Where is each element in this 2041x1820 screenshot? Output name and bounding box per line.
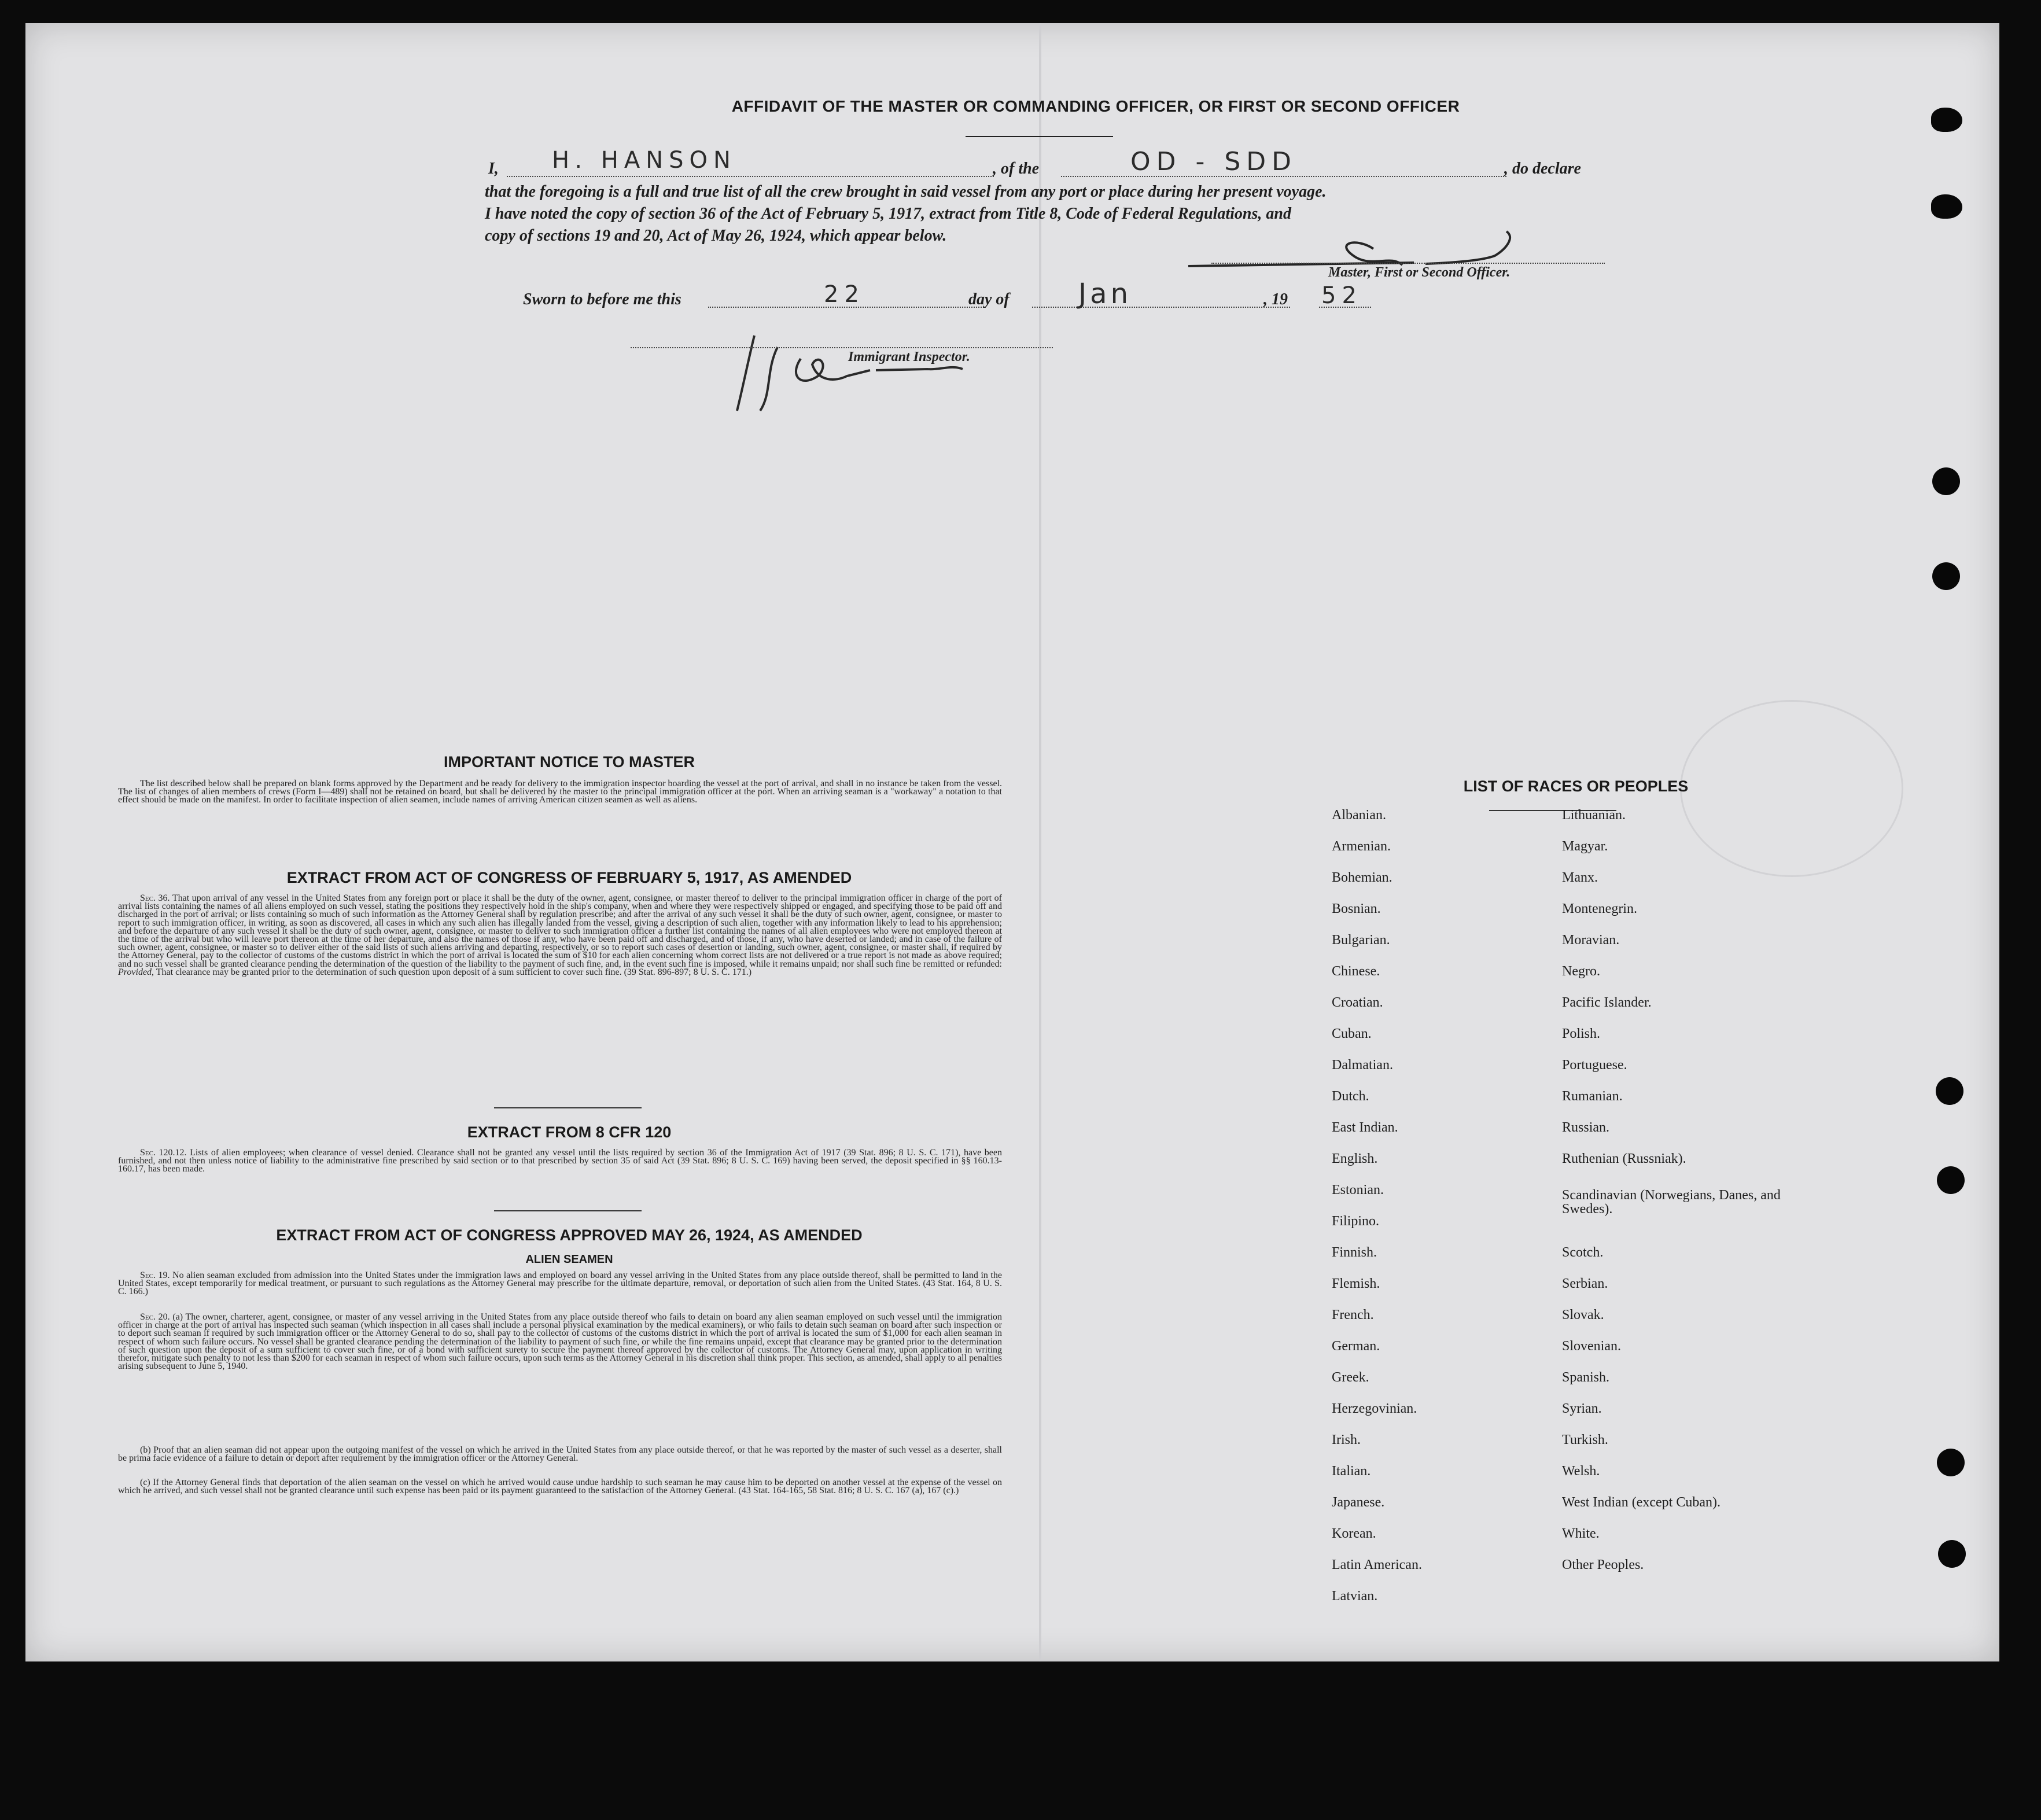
race-item: Irish. [1332, 1432, 1361, 1447]
extract-1917-title: EXTRACT FROM ACT OF CONGRESS OF FEBRUARY 5, 1917, AS AMENDED [286, 869, 852, 886]
sworn-prefix: Sworn to before me this [523, 290, 681, 308]
race-item: Scotch. [1562, 1245, 1604, 1260]
title-rule [966, 136, 1113, 137]
races-column-2 [1562, 808, 1793, 1589]
race-item: Cuban. [1332, 1026, 1372, 1041]
affidavit-title: AFFIDAVIT OF THE MASTER OR COMMANDING OFFICER, OR FIRST OR SECOND OFFICER [731, 97, 1460, 115]
race-item: Albanian. [1332, 808, 1386, 823]
race-item: French. [1332, 1307, 1374, 1322]
race-item: Ruthenian (Russniak). [1562, 1151, 1686, 1166]
sec-20c-text: (c) If the Attorney General finds that deportation of the alien seaman on the vessel on which he arrived would cause undue hardship to such seaman he may cause him to be deported on another vessel at the expense of the vessel on which he arrived, and such vessel shall not be granted clearance until such expense has been paid or its payment guaranteed to the satisfaction of the Attorney General. (43 Stat. 164-165, 58 Stat. 816; 8 U. S. C. 167 (a), 167 (c).) [118, 1478, 1002, 1496]
races-title: LIST OF RACES OR PEOPLES [1463, 778, 1689, 795]
name-dotted-line [507, 176, 994, 177]
section-rule-2 [494, 1210, 642, 1211]
races-column-1 [1332, 808, 1422, 1620]
race-item: Rumanian. [1562, 1089, 1623, 1104]
race-item: Croatian. [1332, 995, 1383, 1010]
sec-20b-text: (b) Proof that an alien seaman did not appear upon the outgoing manifest of the vessel on which he arrived in the United States from any place outside thereof, or that he was reported by the master of such vessel as a deserter, shall be prima facie evidence of a failure to detain or deport after requirement by the immigration officer or the Attorney General. [118, 1445, 1002, 1464]
binder-hole [1937, 1166, 1965, 1194]
declare-suffix: , do declare [1504, 160, 1581, 178]
race-item: Spanish. [1562, 1370, 1610, 1385]
race-item: Herzegovinian. [1332, 1401, 1417, 1416]
sec-36-body: That upon arrival of any vessel in the United States from any foreign port or place it shall be the duty of the owner, agent, consignee, or master thereof to deliver to the principal immigration officer in charge of the port of arrival lists containing the names of all aliens employed on such vessel, stating the positions they respectively hold in the ship's company, when and where they were respectively shipped or engaged, and specifying those to be paid off and discharged in the port of arrival; or lists containing so much of such information as the Attorney General shall by regulation prescribe; and after the arrival of any such vessel it shall be the duty of such owner, agent, consignee, or master to report to such immigration officer, in writing, as soon as discovered, all cases in which any such alien has illegally landed from the vessel, giving a description of such alien, together with any information likely to lead to his apprehension; and before the departure of any such vessel it shall be the duty of such owner, agent, consignee, or master to deliver to such immigration officer a further list containing the names of all alien employees who were not employed thereon at the time of the arrival but who will leave port thereon at the time of her departure, and also the names of those if any, who have been paid off and discharged, and of those, if any, who have deserted or landed; and in case of the failure of such owner, agent, consignee, or master so to deliver either of the said lists of such aliens arriving and departing, respectively, or so to report such cases of desertion or landing, such owner, agent, consignee, or master shall, if required by the Attorney General, pay to the collector of customs of the customs district in which the port of arrival is located the sum of $10 for each alien concerning whom correct lists are not delivered or a true report is not made as above required; and no such vessel shall be granted clearance pending the determination of the question of the liability to the payment of such fine, and, in the event such fine is imposed, while it remains unpaid; nor shall such fine be remitted or refunded: [118, 893, 1002, 969]
race-item: Portuguese. [1562, 1058, 1627, 1073]
extract-1924-title: EXTRACT FROM ACT OF CONGRESS APPROVED MAY 26, 1924, AS AMENDED [276, 1226, 863, 1244]
sec-20-label: Sec. 20. [140, 1312, 170, 1322]
master-caption: Master, First or Second Officer. [1328, 265, 1511, 280]
inspector-dotted-line [631, 347, 1053, 348]
race-item: Filipino. [1332, 1214, 1380, 1229]
race-item: Dalmatian. [1332, 1058, 1393, 1073]
master-dotted-line [1211, 263, 1605, 264]
form-sheet [25, 23, 1999, 1661]
race-item: White. [1562, 1526, 1600, 1541]
race-item: Latin American. [1332, 1557, 1422, 1572]
sworn-year: 52 [1321, 282, 1362, 309]
race-item: Finnish. [1332, 1245, 1377, 1260]
declare-mid: , of the [993, 160, 1040, 178]
signer-name: H. HANSON [552, 147, 736, 174]
inspector-signature [627, 324, 1044, 417]
race-item: Dutch. [1332, 1089, 1369, 1104]
binder-tab [1931, 108, 1962, 132]
binder-hole [1932, 467, 1960, 495]
race-item: Slovak. [1562, 1307, 1604, 1322]
race-item: Russian. [1562, 1120, 1610, 1135]
race-item: Serbian. [1562, 1276, 1608, 1291]
declare-prefix: I, [488, 160, 499, 178]
inspector-caption: Immigrant Inspector. [848, 349, 970, 364]
race-item: Chinese. [1332, 964, 1380, 979]
race-item: Korean. [1332, 1526, 1376, 1541]
section-rule-1 [494, 1107, 642, 1108]
race-item: Japanese. [1332, 1495, 1385, 1510]
binder-hole [1936, 1077, 1963, 1105]
declaration-line-3: I have noted the copy of section 36 of the Act of February 5, 1917, extract from Title 8, Code of Federal Regulations, and [485, 205, 1291, 223]
race-item: Flemish. [1332, 1276, 1380, 1291]
sworn-day: 22 [824, 281, 865, 308]
race-item: Magyar. [1562, 839, 1608, 854]
race-item: Scandinavian (Norwegians, Danes, and Swedes). [1562, 1188, 1781, 1217]
race-item: Slovenian. [1562, 1339, 1621, 1354]
page-fold [1039, 23, 1041, 1661]
race-item: West Indian (except Cuban). [1562, 1495, 1721, 1510]
declaration-line-2: that the foregoing is a full and true list of all the crew brought in said vessel from any port or place during her present voyage. [485, 183, 1327, 201]
sec-19-text [118, 1272, 1002, 1296]
sec-36-end: That clearance may be granted prior to the determination of such question upon deposit of a sum sufficient to cover such fine. (39 Stat. 896-897; 8 U. S. C. 171.) [156, 967, 752, 977]
sec-120-label: Sec. 120.12. [140, 1148, 187, 1158]
provided-label: Provided, [118, 967, 154, 977]
vessel-name: OD - SDD [1130, 147, 1298, 176]
race-item: Turkish. [1562, 1432, 1608, 1447]
race-item: Estonian. [1332, 1182, 1384, 1198]
race-item: Moravian. [1562, 933, 1620, 948]
extract-1917-text [118, 894, 1002, 977]
race-item: Pacific Islander. [1562, 995, 1652, 1010]
race-item: Polish. [1562, 1026, 1601, 1041]
race-item: Montenegrin. [1562, 901, 1637, 916]
race-item: Bohemian. [1332, 870, 1392, 885]
race-item: East Indian. [1332, 1120, 1398, 1135]
race-item: English. [1332, 1151, 1378, 1166]
race-item: Lithuanian. [1562, 808, 1626, 823]
month-dotted-line [1032, 307, 1290, 308]
race-item: Italian. [1332, 1464, 1371, 1479]
sec-20a-body: (a) The owner, charterer, agent, consignee, or master of any vessel arriving in the United States from any place outside thereof who fails to detain on board any alien seaman employed on such vessel until the immigration officer in charge at the port of arrival has inspected such seaman (which inspection in all cases shall include a personal physical examination by the medical examiners), or who fails to detain such seaman on board after such inspection or to deport such seaman if required by such immigration officer or the Attorney General to do so, shall pay to the collector of customs of the customs district in which the port of arrival is located the sum of $1,000 for each alien seaman in respect of whom such failure occurs. No vessel shall be granted clearance pending the determination of the liability to payment of such fine, or while the fine remains unpaid, except that clearance may be granted prior to the determination of such question upon the deposit of a sum sufficient to cover such fine, or of a bond with sufficient surety to secure the payment thereof approved by the collector of customs. The Attorney General may, upon application in writing therefor, mitigate such penalty to not less than $200 for each seaman in respect of whom such failure occurs, upon such terms as the Attorney General in his discretion shall think proper. This section, as amended, shall apply to all penalties arising subsequent to June 5, 1940. [118, 1312, 1002, 1372]
race-item: Negro. [1562, 964, 1600, 979]
sec-20a-text [118, 1313, 1002, 1370]
race-item: Syrian. [1562, 1401, 1602, 1416]
race-item: Other Peoples. [1562, 1557, 1644, 1572]
race-item: Armenian. [1332, 839, 1391, 854]
notice-title: IMPORTANT NOTICE TO MASTER [444, 753, 695, 771]
race-item: Welsh. [1562, 1464, 1600, 1479]
sworn-year-prefix: , 19 [1263, 290, 1288, 308]
race-item: Latvian. [1332, 1589, 1378, 1604]
sec-19-body: No alien seaman excluded from admission into the United States under the immigration laws and employed on board any vessel arriving in the United States from any place outside thereof, shall be permitted to land in the United States, except temporarily for medical treatment, or pursuant to such regulations as the Attorney General may prescribe for the ultimate departure, removal, or deportation of such alien from the United States. (43 Stat. 164, 8 U. S. C. 166.) [118, 1270, 1002, 1297]
alien-seamen-subtitle: ALIEN SEAMEN [525, 1253, 613, 1266]
extract-cfr-title: EXTRACT FROM 8 CFR 120 [467, 1123, 672, 1141]
extract-cfr-text [118, 1149, 1002, 1174]
sworn-day-of: day of [968, 290, 1010, 308]
binder-hole [1932, 562, 1960, 590]
declaration-line-4: copy of sections 19 and 20, Act of May 26, 1924, which appear below. [485, 227, 947, 245]
sec-19-label: Sec. 19. [140, 1270, 170, 1280]
race-item: Bulgarian. [1332, 933, 1390, 948]
race-item: Greek. [1332, 1370, 1369, 1385]
sworn-month: Jan [1078, 278, 1132, 310]
notice-text: The list described below shall be prepared on blank forms approved by the Department and be ready for delivery to the immigration inspector boarding the vessel at the port of arrival, and shall in no instance be taken from the vessel. The list of changes of alien members of crews (Form I—489) shall not be retained on board, but shall be delivered by the master to the principal immigration officer at the port. When an arriving seaman is a "workaway" a notation to that effect should be made on the manifest. In order to facilitate inspection of alien seamen, include names of arriving American citizen seamen as well as aliens. [118, 779, 1002, 805]
race-item: Manx. [1562, 870, 1598, 885]
sec-36-label: Sec. 36. [140, 893, 170, 903]
binder-hole [1938, 1540, 1966, 1568]
race-item: German. [1332, 1339, 1380, 1354]
binder-tab [1931, 194, 1962, 219]
binder-hole [1937, 1449, 1965, 1476]
race-item: Bosnian. [1332, 901, 1381, 916]
sec-120-body: Lists of alien employees; when clearance of vessel denied. Clearance shall not be granted any vessel until the lists required by section 36 of the Immigration Act of 1917 (39 Stat. 896; 8 U. S. C. 171), have been furnished, and not then unless notice of liability to the administrative fine prescribed by said section or to that prescribed by section 35 of said Act (39 Stat. 896; 8 U. S. C. 169) having been served, the deposit specified in §§ 160.13-160.17, has been made. [118, 1148, 1002, 1174]
